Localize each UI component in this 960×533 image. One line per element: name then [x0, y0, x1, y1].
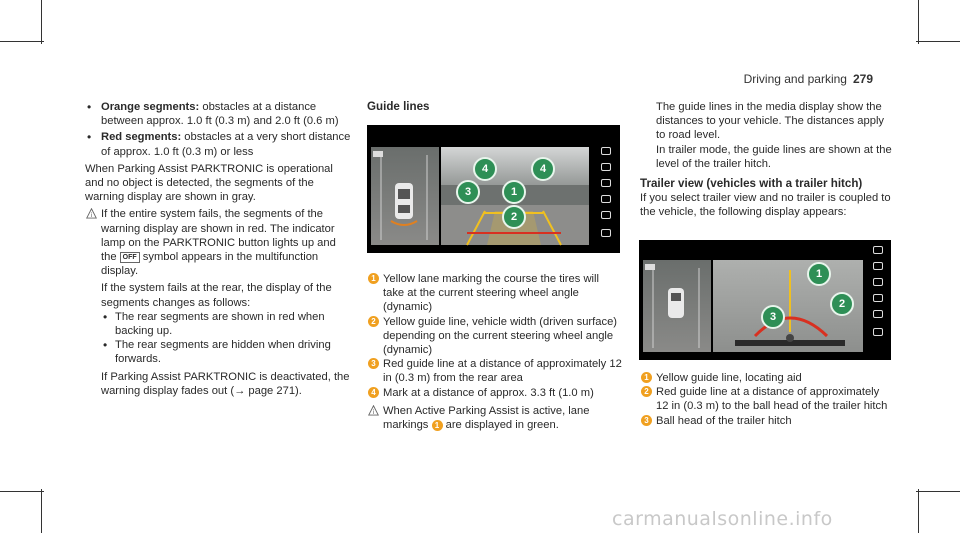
- callout-1: 1: [807, 262, 831, 286]
- sensor-icon: [601, 147, 611, 155]
- callout-2: 2: [502, 205, 526, 229]
- note-text: When Active Parking Assist is active, lane markings 1 are displayed in green.: [383, 404, 590, 432]
- middle-legend: [367, 272, 623, 432]
- note-subbullet: • The rear segments are shown in red when backing up.: [85, 310, 353, 338]
- ball-head: [786, 334, 794, 342]
- rear-camera-screen: [367, 125, 620, 253]
- view-icon: [601, 179, 611, 187]
- note-block: [85, 207, 353, 398]
- svg-text:i: i: [372, 407, 375, 416]
- camera-icon: [601, 163, 611, 171]
- sensor-icon: [873, 246, 883, 254]
- crop-mark: [918, 489, 919, 533]
- crop-mark: [0, 41, 44, 42]
- settings-icon: [873, 328, 883, 336]
- car-icon: [668, 288, 684, 318]
- page-header: [744, 72, 873, 86]
- crop-mark: [0, 491, 44, 492]
- note-subbullet: • The rear segments are hidden when driving forwards.: [85, 338, 353, 366]
- view-icon: [873, 278, 883, 286]
- legend-item: 3 Red guide line at a distance of approximately 12 in (0.3 m) from the rear area: [367, 357, 623, 385]
- legend-item: 2 Yellow guide line, vehicle width (driven surface) depending on the current steering wheel angle (dynamic): [367, 315, 623, 358]
- paragraph: When Parking Assist PARKTRONIC is operational and no object is detected, the segments of the warning display are shown in gray.: [85, 162, 333, 204]
- view-icon: [873, 294, 883, 302]
- menu-icon: [373, 151, 383, 157]
- trailer-view-screen: [639, 240, 891, 360]
- legend-item: 2 Red guide line at a distance of approximately 12 in (0.3 m) to the ball head of the trailer hitch: [640, 385, 892, 413]
- section-title: Driving and parking: [743, 72, 847, 86]
- note-text: If the entire system fails, the segments of the warning display are shown in red. The indicator lamp on the PARKTRONIC button lights up and the OFF symbol appears in the multifunction display.: [101, 208, 336, 278]
- callout-3: 3: [456, 180, 480, 204]
- trailer-icon: [873, 310, 883, 318]
- section-heading: Trailer view (vehicles with a trailer hitch): [640, 177, 863, 191]
- page-number: 279: [852, 72, 873, 86]
- legend-item: 1 Yellow lane marking the course the tires will take at the current steering wheel angle (dynamic): [367, 272, 623, 315]
- legend-item: 4 Mark at a distance of approx. 3.3 ft (1.0 m): [367, 386, 623, 400]
- crop-mark: [41, 489, 42, 533]
- legend-item: 3 Ball head of the trailer hitch: [640, 414, 892, 428]
- note-paragraph: If the system fails at the rear, the display of the segments changes as follows:: [101, 282, 332, 309]
- settings-icon: [601, 229, 611, 237]
- left-column: [85, 100, 353, 398]
- note-paragraph: If Parking Assist PARKTRONIC is deactivated, the warning display fades out (→ page 271).: [101, 370, 350, 397]
- guide-lines-display: [367, 125, 620, 253]
- callout-4: 4: [473, 157, 497, 181]
- menu-icon: [645, 264, 655, 270]
- note-block: [367, 404, 623, 432]
- bullet-orange: • Orange segments: obstacles at a distance between approx. 1.0 ft (0.3 m) and 2.0 ft (0.6 m): [85, 100, 353, 128]
- watermark: carmanualsonline.info: [612, 508, 833, 530]
- right-legend: [640, 371, 892, 428]
- svg-text:i: i: [90, 211, 93, 220]
- paragraph: The guide lines in the media display show the distances to your vehicle. The distances apply to road level.: [656, 101, 885, 142]
- crop-mark: [41, 0, 42, 44]
- crop-mark: [918, 0, 919, 44]
- callout-4: 4: [531, 157, 555, 181]
- middle-column: [367, 100, 623, 114]
- crop-mark: [916, 491, 960, 492]
- legend-item: 1 Yellow guide line, locating aid: [640, 371, 892, 385]
- car-icon: [395, 183, 413, 219]
- camera-icon: [873, 262, 883, 270]
- callout-1: 1: [502, 180, 526, 204]
- bullet-red: • Red segments: obstacles at a very short distance of approx. 1.0 ft (0.3 m) or less: [85, 130, 353, 158]
- view-icon: [601, 195, 611, 203]
- paragraph: In trailer mode, the guide lines are shown at the level of the trailer hitch.: [656, 143, 892, 170]
- callout-2: 2: [830, 292, 854, 316]
- info-icon: [368, 405, 379, 416]
- section-heading: Guide lines: [367, 100, 430, 113]
- info-icon: [86, 208, 97, 219]
- paragraph: If you select trailer view and no trailer is coupled to the vehicle, the following display appears:: [640, 192, 891, 219]
- parktronic-off-symbol: OFF: [120, 252, 140, 263]
- right-column: [640, 100, 892, 220]
- callout-3: 3: [761, 305, 785, 329]
- trailer-icon: [601, 211, 611, 219]
- crop-mark: [916, 41, 960, 42]
